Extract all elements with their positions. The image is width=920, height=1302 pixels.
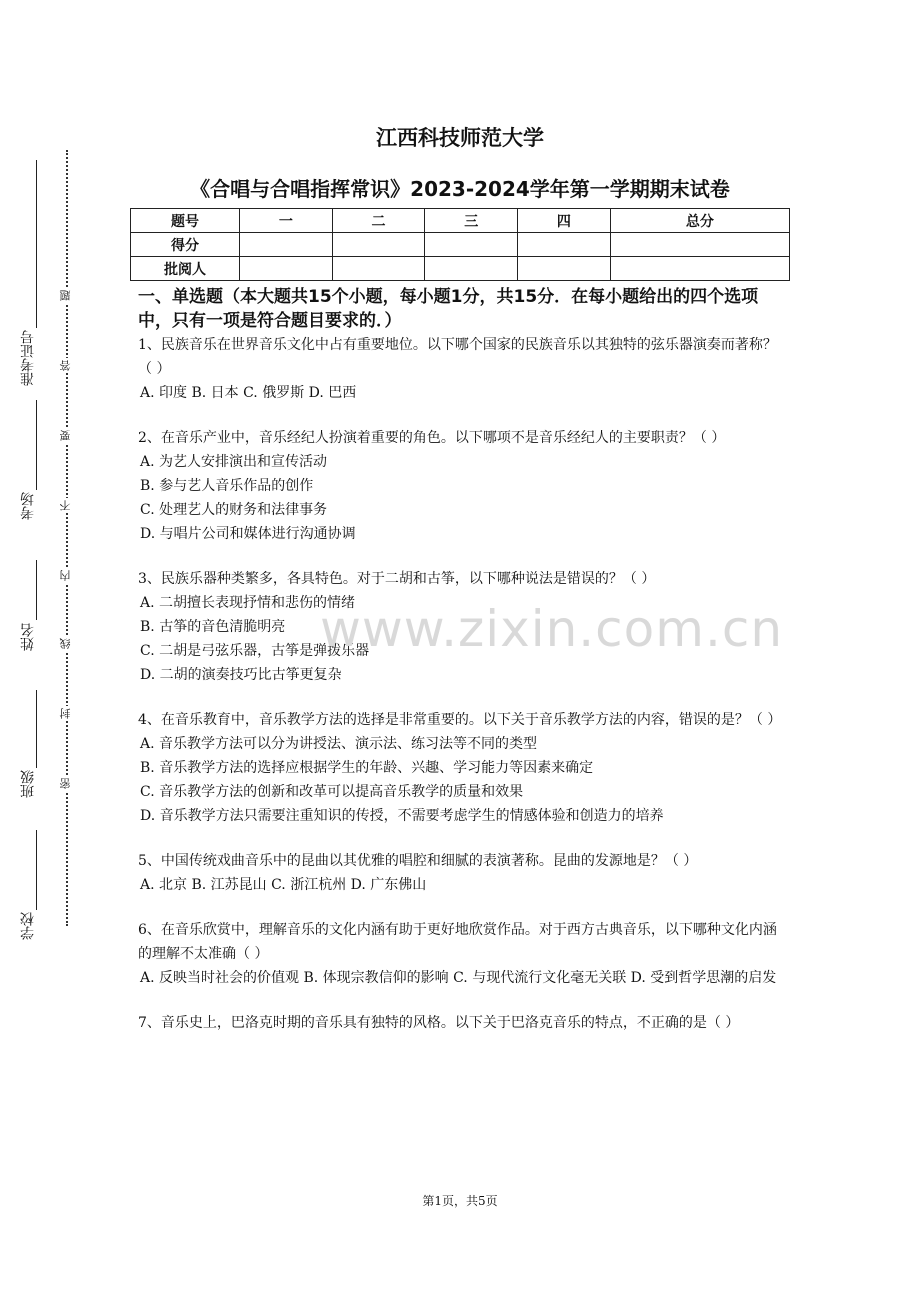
option-c: C. 处理艺人的财务和法律事务 xyxy=(140,502,328,518)
reviewer-row-label: 批阅人 xyxy=(131,257,240,281)
score-cell xyxy=(425,233,518,257)
page-footer: 第1页，共5页 xyxy=(422,1194,498,1208)
question-stem: 7、音乐史上，巴洛克时期的音乐具有独特的风格。以下关于巴洛克音乐的特点，不正确的是（ ） xyxy=(138,1015,740,1031)
score-table-row xyxy=(131,233,790,257)
exam-room-fill-line xyxy=(36,400,37,490)
reviewer-cell xyxy=(610,257,789,281)
question-7 xyxy=(138,1011,788,1035)
question-options: A. 北京 B. 江苏昆山 C. 浙江杭州 D. 广东佛山 xyxy=(140,877,427,893)
score-cell xyxy=(240,233,333,257)
question-stem: 2、在音乐产业中，音乐经纪人扮演着重要的角色。以下哪项不是音乐经纪人的主要职责？（ ） xyxy=(138,430,726,446)
question-5 xyxy=(138,849,788,897)
score-cell xyxy=(332,233,425,257)
option-a: A. 二胡擅长表现抒情和悲伤的情绪 xyxy=(140,595,356,611)
question-1 xyxy=(138,333,788,405)
seal-char: 线 xyxy=(59,638,72,649)
question-stem: 3、民族乐器种类繁多，各具特色。对于二胡和古筝，以下哪种说法是错误的？（ ） xyxy=(138,571,656,587)
question-stem: 1、民族音乐在世界音乐文化中占有重要地位。以下哪个国家的民族音乐以其独特的弦乐器演奏而著称？（ ） xyxy=(138,337,777,377)
question-stem: 4、在音乐教育中，音乐教学方法的选择是非常重要的。以下关于音乐教学方法的内容，错误的是？（ ） xyxy=(138,712,782,728)
option-b: B. 古筝的音色清脆明亮 xyxy=(140,619,286,635)
question-options: A. 印度 B. 日本 C. 俄罗斯 D. 巴西 xyxy=(140,385,357,401)
option-c: C. 音乐教学方法的创新和改革可以提高音乐教学的质量和效果 xyxy=(140,784,524,800)
class-fill-line xyxy=(36,690,37,768)
name-fill-line xyxy=(36,560,37,620)
reviewer-cell xyxy=(425,257,518,281)
university-name: 江西科技师范大学 xyxy=(376,126,544,150)
seal-char: 题 xyxy=(59,290,72,301)
seal-char: 不 xyxy=(59,500,72,511)
seal-char: 封 xyxy=(59,708,72,719)
option-b: B. 音乐教学方法的选择应根据学生的年龄、兴趣、学习能力等因素来确定 xyxy=(140,760,594,776)
score-table-header-row xyxy=(131,209,790,233)
seal-char: 要 xyxy=(59,430,72,441)
score-table-row xyxy=(131,257,790,281)
score-row-label: 得分 xyxy=(131,233,240,257)
exam-id-label: 准考证号 xyxy=(20,330,36,386)
school-fill-line xyxy=(36,830,37,910)
seal-dotted-line xyxy=(66,150,68,926)
seal-char: 密 xyxy=(59,778,72,789)
score-table-header-cell: 二 xyxy=(332,209,425,233)
option-a: A. 为艺人安排演出和宣传活动 xyxy=(140,454,328,470)
score-table-header-cell: 总分 xyxy=(610,209,789,233)
exam-room-label: 考场 xyxy=(20,492,36,520)
option-b: B. 参与艺人音乐作品的创作 xyxy=(140,478,314,494)
score-cell xyxy=(610,233,789,257)
class-label: 班级 xyxy=(20,770,36,798)
score-table xyxy=(130,208,790,281)
watermark: www.zixin.com.cn xyxy=(320,600,784,658)
score-table-header-cell: 三 xyxy=(425,209,518,233)
question-2 xyxy=(138,426,788,546)
reviewer-cell xyxy=(332,257,425,281)
option-a: A. 音乐教学方法可以分为讲授法、演示法、练习法等不同的类型 xyxy=(140,736,538,752)
option-d: D. 与唱片公司和媒体进行沟通协调 xyxy=(140,526,356,542)
section-heading: 一、单选题（本大题共15个小题，每小题1分，共15分．在每小题给出的四个选项中，只有一项是符合题目要求的．） xyxy=(138,287,759,331)
question-stem: 6、在音乐欣赏中，理解音乐的文化内涵有助于更好地欣赏作品。对于西方古典音乐，以下哪种文化内涵的理解不太准确（ ） xyxy=(138,922,777,962)
option-d: D. 二胡的演奏技巧比古筝更复杂 xyxy=(140,667,342,683)
question-4 xyxy=(138,708,788,828)
score-table-header-cell: 四 xyxy=(518,209,611,233)
name-label: 姓名 xyxy=(20,623,36,651)
question-3 xyxy=(138,567,788,687)
score-table-header-cell: 一 xyxy=(240,209,333,233)
school-label: 学校 xyxy=(20,912,36,940)
option-c: C. 二胡是弓弦乐器，古筝是弹拨乐器 xyxy=(140,643,370,659)
score-table-header-cell: 题号 xyxy=(131,209,240,233)
question-stem: 5、中国传统戏曲音乐中的昆曲以其优雅的唱腔和细腻的表演著称。昆曲的发源地是？（ ） xyxy=(138,853,698,869)
option-d: D. 音乐教学方法只需要注重知识的传授，不需要考虑学生的情感体验和创造力的培养 xyxy=(140,808,664,824)
reviewer-cell xyxy=(240,257,333,281)
score-cell xyxy=(518,233,611,257)
reviewer-cell xyxy=(518,257,611,281)
section-single-choice xyxy=(138,285,788,1035)
exam-title: 《合唱与合唱指挥常识》2023-2024学年第一学期期末试卷 xyxy=(190,177,730,201)
seal-char: 内 xyxy=(59,570,72,581)
seal-char: 答 xyxy=(59,360,72,371)
question-options: A. 反映当时社会的价值观 B. 体现宗教信仰的影响 C. 与现代流行文化毫无关联 D. 受到哲学思潮的启发 xyxy=(140,970,777,986)
question-6 xyxy=(138,918,788,990)
